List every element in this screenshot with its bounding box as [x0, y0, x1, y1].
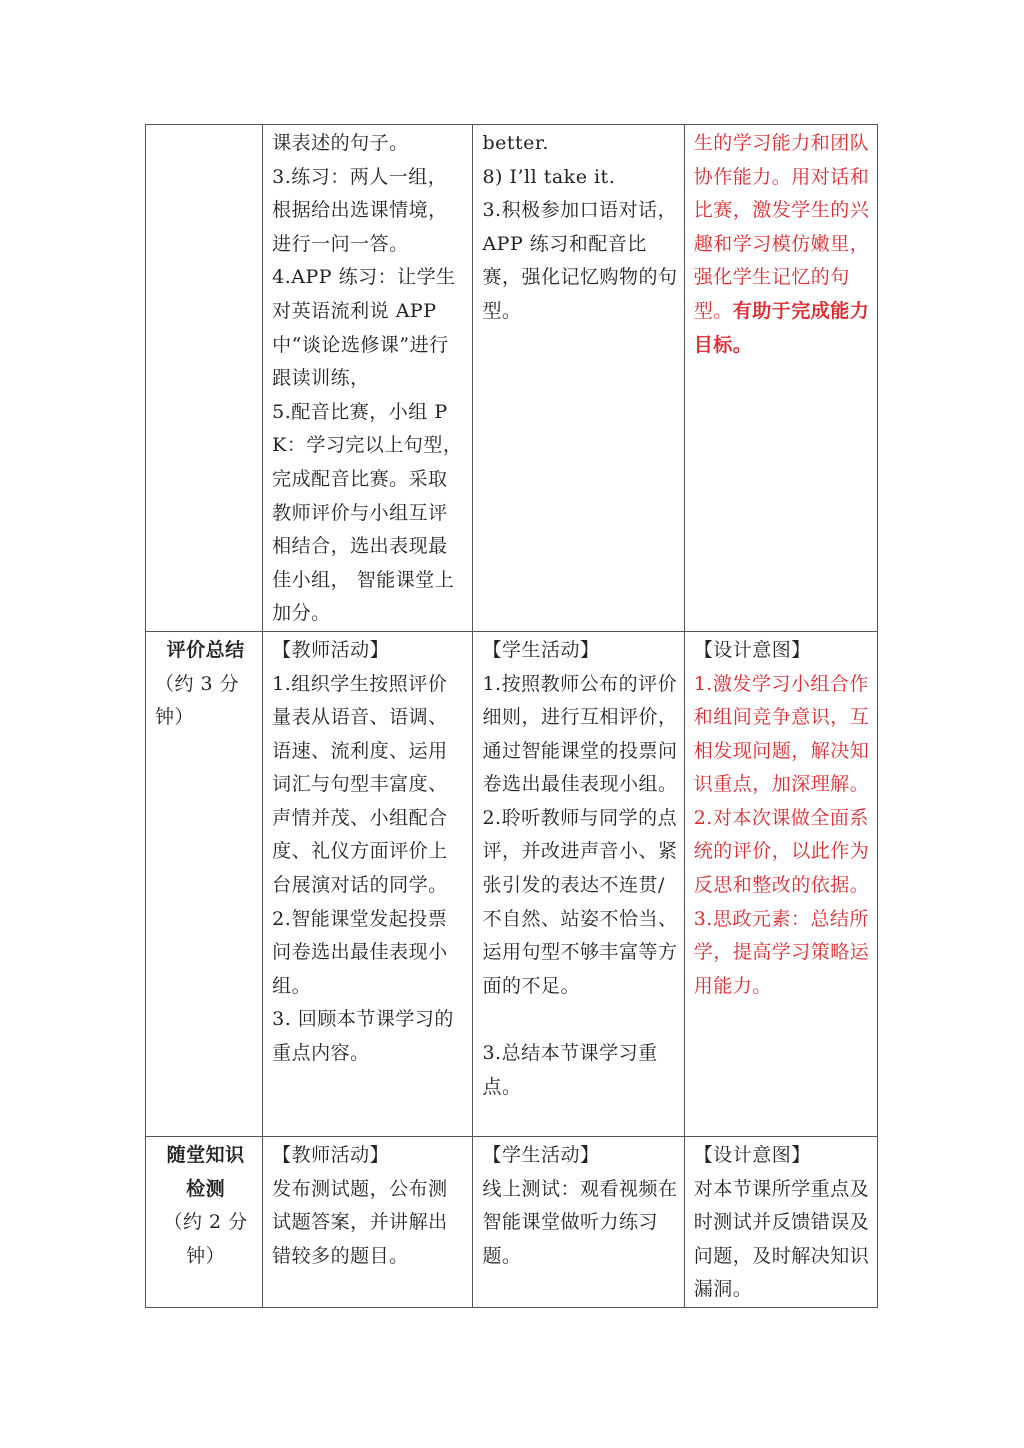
student-activity-line: 1.按照教师公布的评价细则，进行互相评价，通过智能课堂的投票问卷选出最佳表现小组。: [482, 672, 678, 796]
table-row-in-class-quiz: [146, 1136, 878, 1307]
design-intent-line: 2.对本次课做全面系统的评价，以此作为反思和整改的依据。: [693, 806, 870, 897]
design-intent-cell: [684, 1136, 877, 1307]
teacher-activity-header: 【教师活动】: [272, 1143, 390, 1166]
design-intent-emphasis: 有助于完成能力目标。: [693, 299, 870, 356]
design-intent-cell: [684, 125, 877, 632]
student-activity-line: 线上测试：观看视频在智能课堂做听力练习题。: [482, 1177, 678, 1267]
table-row-evaluation-summary: [146, 631, 878, 1136]
teacher-activity-cell: [263, 1136, 473, 1307]
student-activity-cell: [473, 1136, 684, 1307]
stage-cell: [146, 1136, 263, 1307]
blank-line: [482, 1003, 677, 1037]
teacher-activity-line: 3.练习：两人一组，根据给出选课情境，进行一问一答。: [272, 165, 448, 255]
stage-duration: （约 2 分钟）: [163, 1211, 248, 1267]
student-activity-line: 3.积极参加口语对话，APP 练习和配音比赛，强化记忆购物的句型。: [482, 199, 678, 322]
stage-title: 评价总结: [166, 638, 245, 661]
student-activity-header: 【学生活动】: [482, 1143, 600, 1166]
teacher-activity-line: 发布测试题，公布测试题答案，并讲解出错较多的题目。: [272, 1177, 448, 1267]
design-intent-header: 【设计意图】: [693, 1143, 811, 1166]
student-activity-cell: [473, 125, 684, 632]
student-activity-cell: [473, 631, 684, 1136]
teacher-activity-line: 1.组织学生按照评价量表从语音、语调、语速、流利度、运用词汇与句型丰富度、声情并茂、小组配合度、礼仪方面评价上台展演对话的同学。: [272, 672, 448, 897]
lesson-plan-table: [145, 124, 878, 1308]
teacher-activity-cell: [263, 125, 473, 632]
student-activity-line: 2.聆听教师与同学的点评，并改进声音小、紧张引发的表达不连贯/不自然、站姿不恰当、运用句型不够丰富等方面的不足。: [482, 806, 678, 997]
teacher-activity-line: 5.配音比赛，小组 PK：学习完以上句型，完成配音比赛。采取教师评价与小组互评相结合，选出表现最佳小组， 智能课堂上加分。: [272, 400, 463, 625]
teacher-activity-line: 2.智能课堂发起投票问卷选出最佳表现小组。: [272, 907, 448, 997]
stage-title: 检测: [186, 1177, 226, 1200]
teacher-activity-header: 【教师活动】: [272, 638, 390, 661]
teacher-activity-line: 3. 回顾本节课学习的重点内容。: [272, 1008, 454, 1065]
student-activity-line: 8) I’ll take it.: [482, 165, 616, 188]
design-intent-line: 对本节课所学重点及时测试并反馈错误及问题，及时解决知识漏洞。: [693, 1177, 870, 1301]
student-activity-line: better.: [482, 132, 549, 154]
design-intent-text: 生的学习能力和团队协作能力。用对话和比赛，激发学生的兴趣和学习模仿嫩里，强化学生记忆的句型。: [693, 132, 870, 322]
design-intent-line: 1.激发学习小组合作和组间竞争意识，互相发现问题，解决知识重点，加深理解。: [693, 672, 870, 796]
design-intent-cell: [684, 631, 877, 1136]
design-intent-line: 3.思政元素：总结所学，提高学习策略运用能力。: [693, 907, 870, 997]
design-intent-header: 【设计意图】: [693, 638, 811, 661]
stage-duration: （约 3 分钟）: [155, 672, 240, 729]
table-row-activities-continued: [146, 125, 878, 632]
stage-cell: [146, 631, 263, 1136]
student-activity-line: 3.总结本节课学习重点。: [482, 1042, 658, 1098]
teacher-activity-line: 4.APP 练习：让学生对英语流利说 APP 中“谈论选修课”进行跟读训练，: [272, 266, 456, 390]
stage-title: 随堂知识: [166, 1143, 245, 1166]
teacher-activity-cell: [263, 631, 473, 1136]
stage-cell-empty: [146, 125, 263, 632]
teacher-activity-line: 课表述的句子。: [272, 132, 409, 154]
student-activity-header: 【学生活动】: [482, 638, 600, 661]
